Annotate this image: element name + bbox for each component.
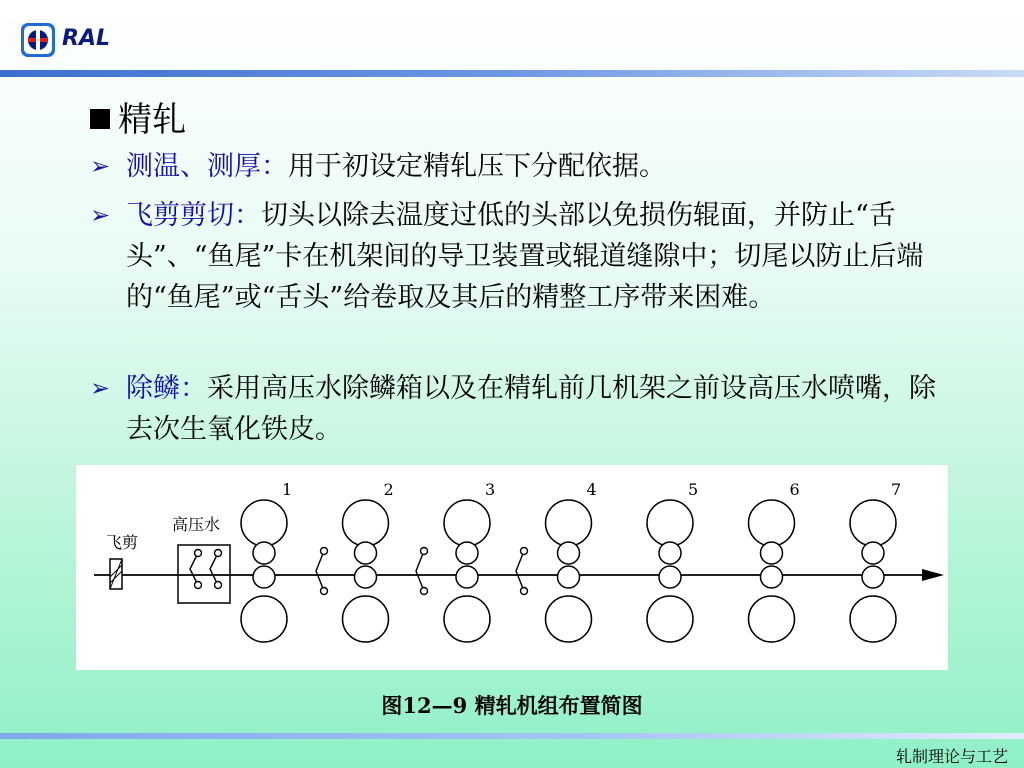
mill-layout-figure xyxy=(76,465,948,670)
interstand-nozzle-icon xyxy=(521,548,528,555)
ral-logo-icon xyxy=(20,22,56,58)
nozzle-head-icon xyxy=(195,550,202,557)
logo-text: RAL xyxy=(62,26,110,51)
backup-roll-bottom xyxy=(546,596,592,642)
work-roll-bottom xyxy=(355,566,377,588)
work-roll-top xyxy=(659,542,681,564)
descaling-box-icon xyxy=(178,545,230,603)
backup-roll-bottom xyxy=(647,596,693,642)
arrow-bullet-icon: ➢ xyxy=(90,152,111,180)
backup-roll-bottom xyxy=(749,596,795,642)
nozzle-head-icon xyxy=(215,582,222,589)
footer-divider xyxy=(0,733,1024,739)
backup-roll-top xyxy=(444,500,490,546)
work-roll-bottom xyxy=(456,566,478,588)
bullet-text: 用于初设定精轧压下分配依据。 xyxy=(288,151,666,182)
shear-label: 飞剪 xyxy=(106,533,139,552)
bullet-key: 测温、测厚： xyxy=(126,151,288,182)
backup-roll-bottom xyxy=(444,596,490,642)
work-roll-bottom xyxy=(558,566,580,588)
backup-roll-top xyxy=(647,500,693,546)
slide-title-text: 精轧 xyxy=(118,100,186,140)
work-roll-bottom xyxy=(761,566,783,588)
descaler-label: 高压水 xyxy=(172,515,221,534)
stand-number-label: 5 xyxy=(688,480,699,499)
direction-arrow-icon xyxy=(922,569,944,581)
stand-number-label: 2 xyxy=(383,480,394,499)
work-roll-bottom xyxy=(862,566,884,588)
backup-roll-top xyxy=(546,500,592,546)
work-roll-bottom xyxy=(659,566,681,588)
mill-layout-diagram xyxy=(76,465,948,670)
work-roll-bottom xyxy=(253,566,275,588)
stand-number-label: 1 xyxy=(282,480,293,499)
backup-roll-top xyxy=(343,500,389,546)
work-roll-top xyxy=(456,542,478,564)
stand-number-label: 7 xyxy=(891,480,902,499)
header-divider xyxy=(0,70,1024,77)
backup-roll-top xyxy=(241,500,287,546)
bullet-text: 切头以除去温度过低的头部以免损伤辊面，并防止“舌头”、“鱼尾”卡在机架间的导卫装置或辊道缝隙中；切尾以防止后端的“鱼尾”或“舌头”给卷取及其后的精整工序带来困难。 xyxy=(126,200,924,313)
interstand-nozzle-line xyxy=(316,551,324,591)
interstand-nozzle-icon xyxy=(321,548,328,555)
work-roll-top xyxy=(253,542,275,564)
footer-course-name: 轧制理论与工艺 xyxy=(895,747,1008,766)
bullet-item xyxy=(90,195,960,318)
bullet-key: 飞剪剪切： xyxy=(126,200,261,231)
square-bullet-icon xyxy=(90,109,110,129)
work-roll-top xyxy=(355,542,377,564)
slide-title xyxy=(90,92,186,141)
arrow-bullet-icon: ➢ xyxy=(90,374,111,402)
backup-roll-top xyxy=(850,500,896,546)
nozzle-head-icon xyxy=(215,550,222,557)
nozzle-line xyxy=(210,553,218,585)
nozzle-head-icon xyxy=(195,582,202,589)
stand-number-label: 4 xyxy=(586,480,597,499)
arrow-bullet-icon: ➢ xyxy=(90,201,111,229)
bullet-key: 除鳞： xyxy=(126,373,207,404)
stand-number-label: 6 xyxy=(789,480,800,499)
interstand-nozzle-icon xyxy=(421,548,428,555)
interstand-nozzle-line xyxy=(416,551,424,591)
bullet-item xyxy=(90,368,960,450)
backup-roll-top xyxy=(749,500,795,546)
backup-roll-bottom xyxy=(343,596,389,642)
bullet-item xyxy=(90,146,960,187)
interstand-nozzle-icon xyxy=(321,588,328,595)
interstand-nozzle-icon xyxy=(421,588,428,595)
interstand-nozzle-line xyxy=(516,551,524,591)
work-roll-top xyxy=(761,542,783,564)
bullet-text: 采用高压水除鳞箱以及在精轧前几机架之前设高压水喷嘴，除去次生氧化铁皮。 xyxy=(126,373,936,445)
interstand-nozzle-icon xyxy=(521,588,528,595)
nozzle-line xyxy=(190,553,198,585)
figure-caption: 图12—9 精轧机组布置简图 xyxy=(381,693,643,718)
work-roll-top xyxy=(558,542,580,564)
backup-roll-bottom xyxy=(850,596,896,642)
work-roll-top xyxy=(862,542,884,564)
backup-roll-bottom xyxy=(241,596,287,642)
stand-number-label: 3 xyxy=(485,480,496,499)
